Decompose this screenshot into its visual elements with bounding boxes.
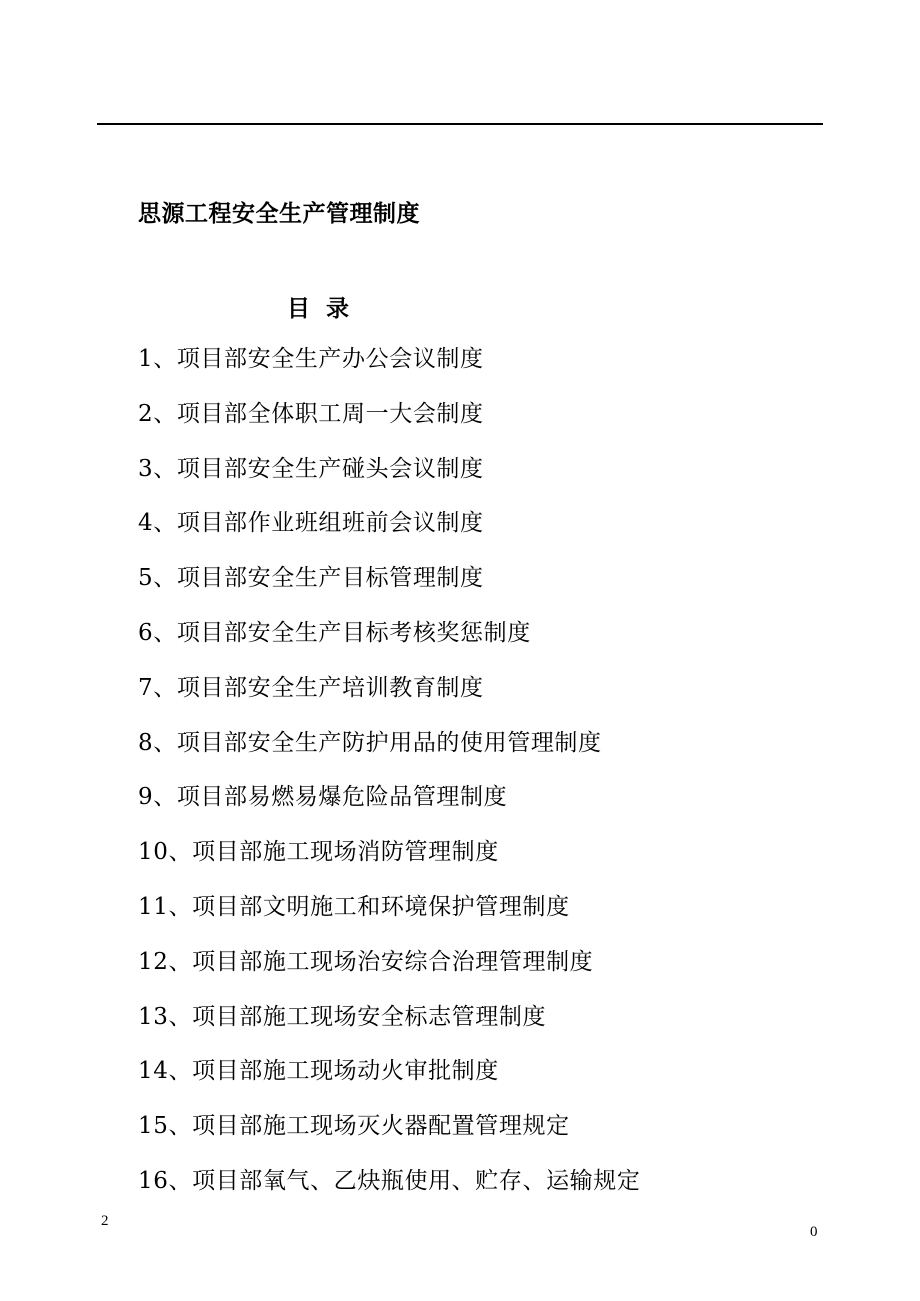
toc-item: 8、项目部安全生产防护用品的使用管理制度 [138, 729, 602, 756]
toc-heading: 目 录 [287, 296, 350, 322]
toc-item: 2、项目部全体职工周一大会制度 [138, 400, 484, 427]
page-number-right: 0 [810, 1224, 818, 1240]
toc-list [138, 342, 640, 1219]
toc-item: 1、项目部安全生产办公会议制度 [138, 346, 484, 372]
toc-item: 14、项目部施工现场动火审批制度 [138, 1058, 499, 1085]
toc-item: 10、项目部施工现场消防管理制度 [138, 839, 499, 866]
toc-item: 15、项目部施工现场灭火器配置管理规定 [138, 1113, 570, 1140]
toc-item: 9、项目部易燃易爆危险品管理制度 [138, 784, 508, 811]
toc-item: 4、项目部作业班组班前会议制度 [138, 510, 484, 537]
page-number-left: 2 [101, 1213, 109, 1229]
header-rule [97, 123, 823, 125]
toc-item: 16、项目部氧气、乙炔瓶使用、贮存、运输规定 [138, 1167, 641, 1194]
document-title: 思源工程安全生产管理制度 [138, 201, 420, 227]
toc-item: 5、项目部安全生产目标管理制度 [138, 565, 484, 592]
toc-item: 12、项目部施工现场治安综合治理管理制度 [138, 948, 594, 975]
toc-item: 6、项目部安全生产目标考核奖惩制度 [138, 619, 531, 646]
toc-item: 3、项目部安全生产碰头会议制度 [138, 455, 484, 482]
toc-item: 7、项目部安全生产培训教育制度 [138, 674, 484, 701]
toc-item: 13、项目部施工现场安全标志管理制度 [138, 1003, 547, 1030]
toc-item: 11、项目部文明施工和环境保护管理制度 [138, 893, 570, 920]
